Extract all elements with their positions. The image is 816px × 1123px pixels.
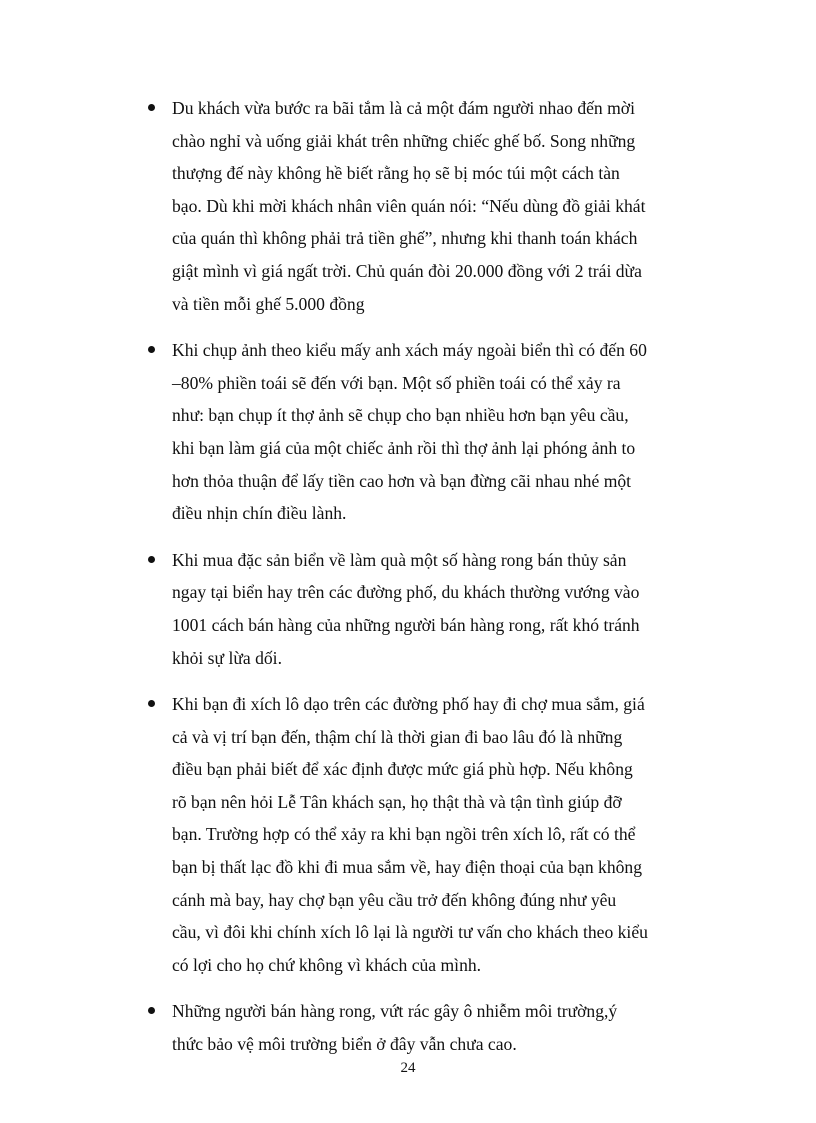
bullet-text-line: chào nghỉ và uống giải khát trên những chiếc ghế bố. Song những [172,130,636,151]
bullet-text-line: Khi chụp ảnh theo kiểu mấy anh xách máy ngoài biển thì có đến 60 [172,340,647,361]
bullet-text-line: ngay tại biển hay trên các đường phố, du khách thường vướng vào [172,582,640,603]
page-number: 24 [400,1060,416,1076]
bullet-dot-icon [148,346,155,353]
bullet-list [148,92,708,1075]
bullet-text-line: rõ bạn nên hỏi Lễ Tân khách sạn, họ thật thà và tận tình giúp đỡ [172,791,622,812]
bullet-text-line: khi bạn làm giá của một chiếc ảnh rồi thì thợ ảnh lại phóng ảnh to [172,437,636,458]
bullet-text-line: Khi bạn đi xích lô dạo trên các đường phố hay đi chợ mua sắm, giá [172,694,645,715]
bullet-text-line: hơn thỏa thuận để lấy tiền cao hơn và bạn đừng cãi nhau nhé một [172,470,632,491]
bullet-text-line: bạo. Dù khi mời khách nhân viên quán nói: “Nếu dùng đồ giải khát [172,195,646,216]
bullet-item [148,688,708,981]
bullet-text-line: của quán thì không phải trả tiền ghế”, nhưng khi thanh toán khách [172,228,638,249]
bullet-text-line: thức bảo vệ môi trường biển ở đây vẫn chưa cao. [172,1034,517,1055]
bullet-item [148,334,708,530]
bullet-text-line: có lợi cho họ chứ không vì khách của mình. [172,954,482,975]
bullet-dot-icon [148,556,155,563]
bullet-dot-icon [148,700,155,707]
bullet-text-line: cả và vị trí bạn đến, thậm chí là thời gian đi bao lâu đó là những [172,726,623,747]
bullet-item [148,995,708,1060]
bullet-text-line: Khi mua đặc sản biển về làm quà một số hàng rong bán thủy sản [172,549,627,570]
bullet-text-line: thượng đế này không hề biết rằng họ sẽ bị móc túi một cách tàn [172,163,620,184]
bullet-item [148,544,708,674]
bullet-text-line: bạn. Trường hợp có thể xảy ra khi bạn ngồi trên xích lô, rất có thể [172,824,636,845]
bullet-dot-icon [148,104,155,111]
bullet-text-line: cánh mà bay, hay chợ bạn yêu cầu trở đến không đúng như yêu [172,889,617,910]
bullet-text-line: bạn bị thất lạc đồ khi đi mua sắm về, hay điện thoại của bạn không [172,857,643,878]
bullet-text-line: giật mình vì giá ngất trời. Chủ quán đòi 20.000 đồng với 2 trái dừa [172,260,642,281]
bullet-text-line: và tiền mỗi ghế 5.000 đồng [172,293,365,314]
bullet-item [148,92,708,320]
bullet-text-line: –80% phiền toái sẽ đến với bạn. Một số phiền toái có thể xảy ra [172,372,621,393]
bullet-dot-icon [148,1007,155,1014]
bullet-text-line: khỏi sự lừa dối. [172,647,282,668]
bullet-text-line: Du khách vừa bước ra bãi tắm là cả một đám người nhao đến mời [172,98,635,118]
bullet-text-line: điều bạn phải biết để xác định được mức giá phù hợp. Nếu không [172,759,633,780]
bullet-text-line: Những người bán hàng rong, vứt rác gây ô nhiễm môi trường,ý [172,1001,618,1022]
bullet-text-line: như: bạn chụp ít thợ ảnh sẽ chụp cho bạn nhiều hơn bạn yêu cầu, [172,405,629,426]
bullet-text-line: cầu, vì đôi khi chính xích lô lại là người tư vấn cho khách theo kiểu [172,922,648,943]
bullet-text-line: điều nhịn chín điều lành. [172,503,347,524]
bullet-text-line: 1001 cách bán hàng của những người bán hàng rong, rất khó tránh [172,614,640,635]
